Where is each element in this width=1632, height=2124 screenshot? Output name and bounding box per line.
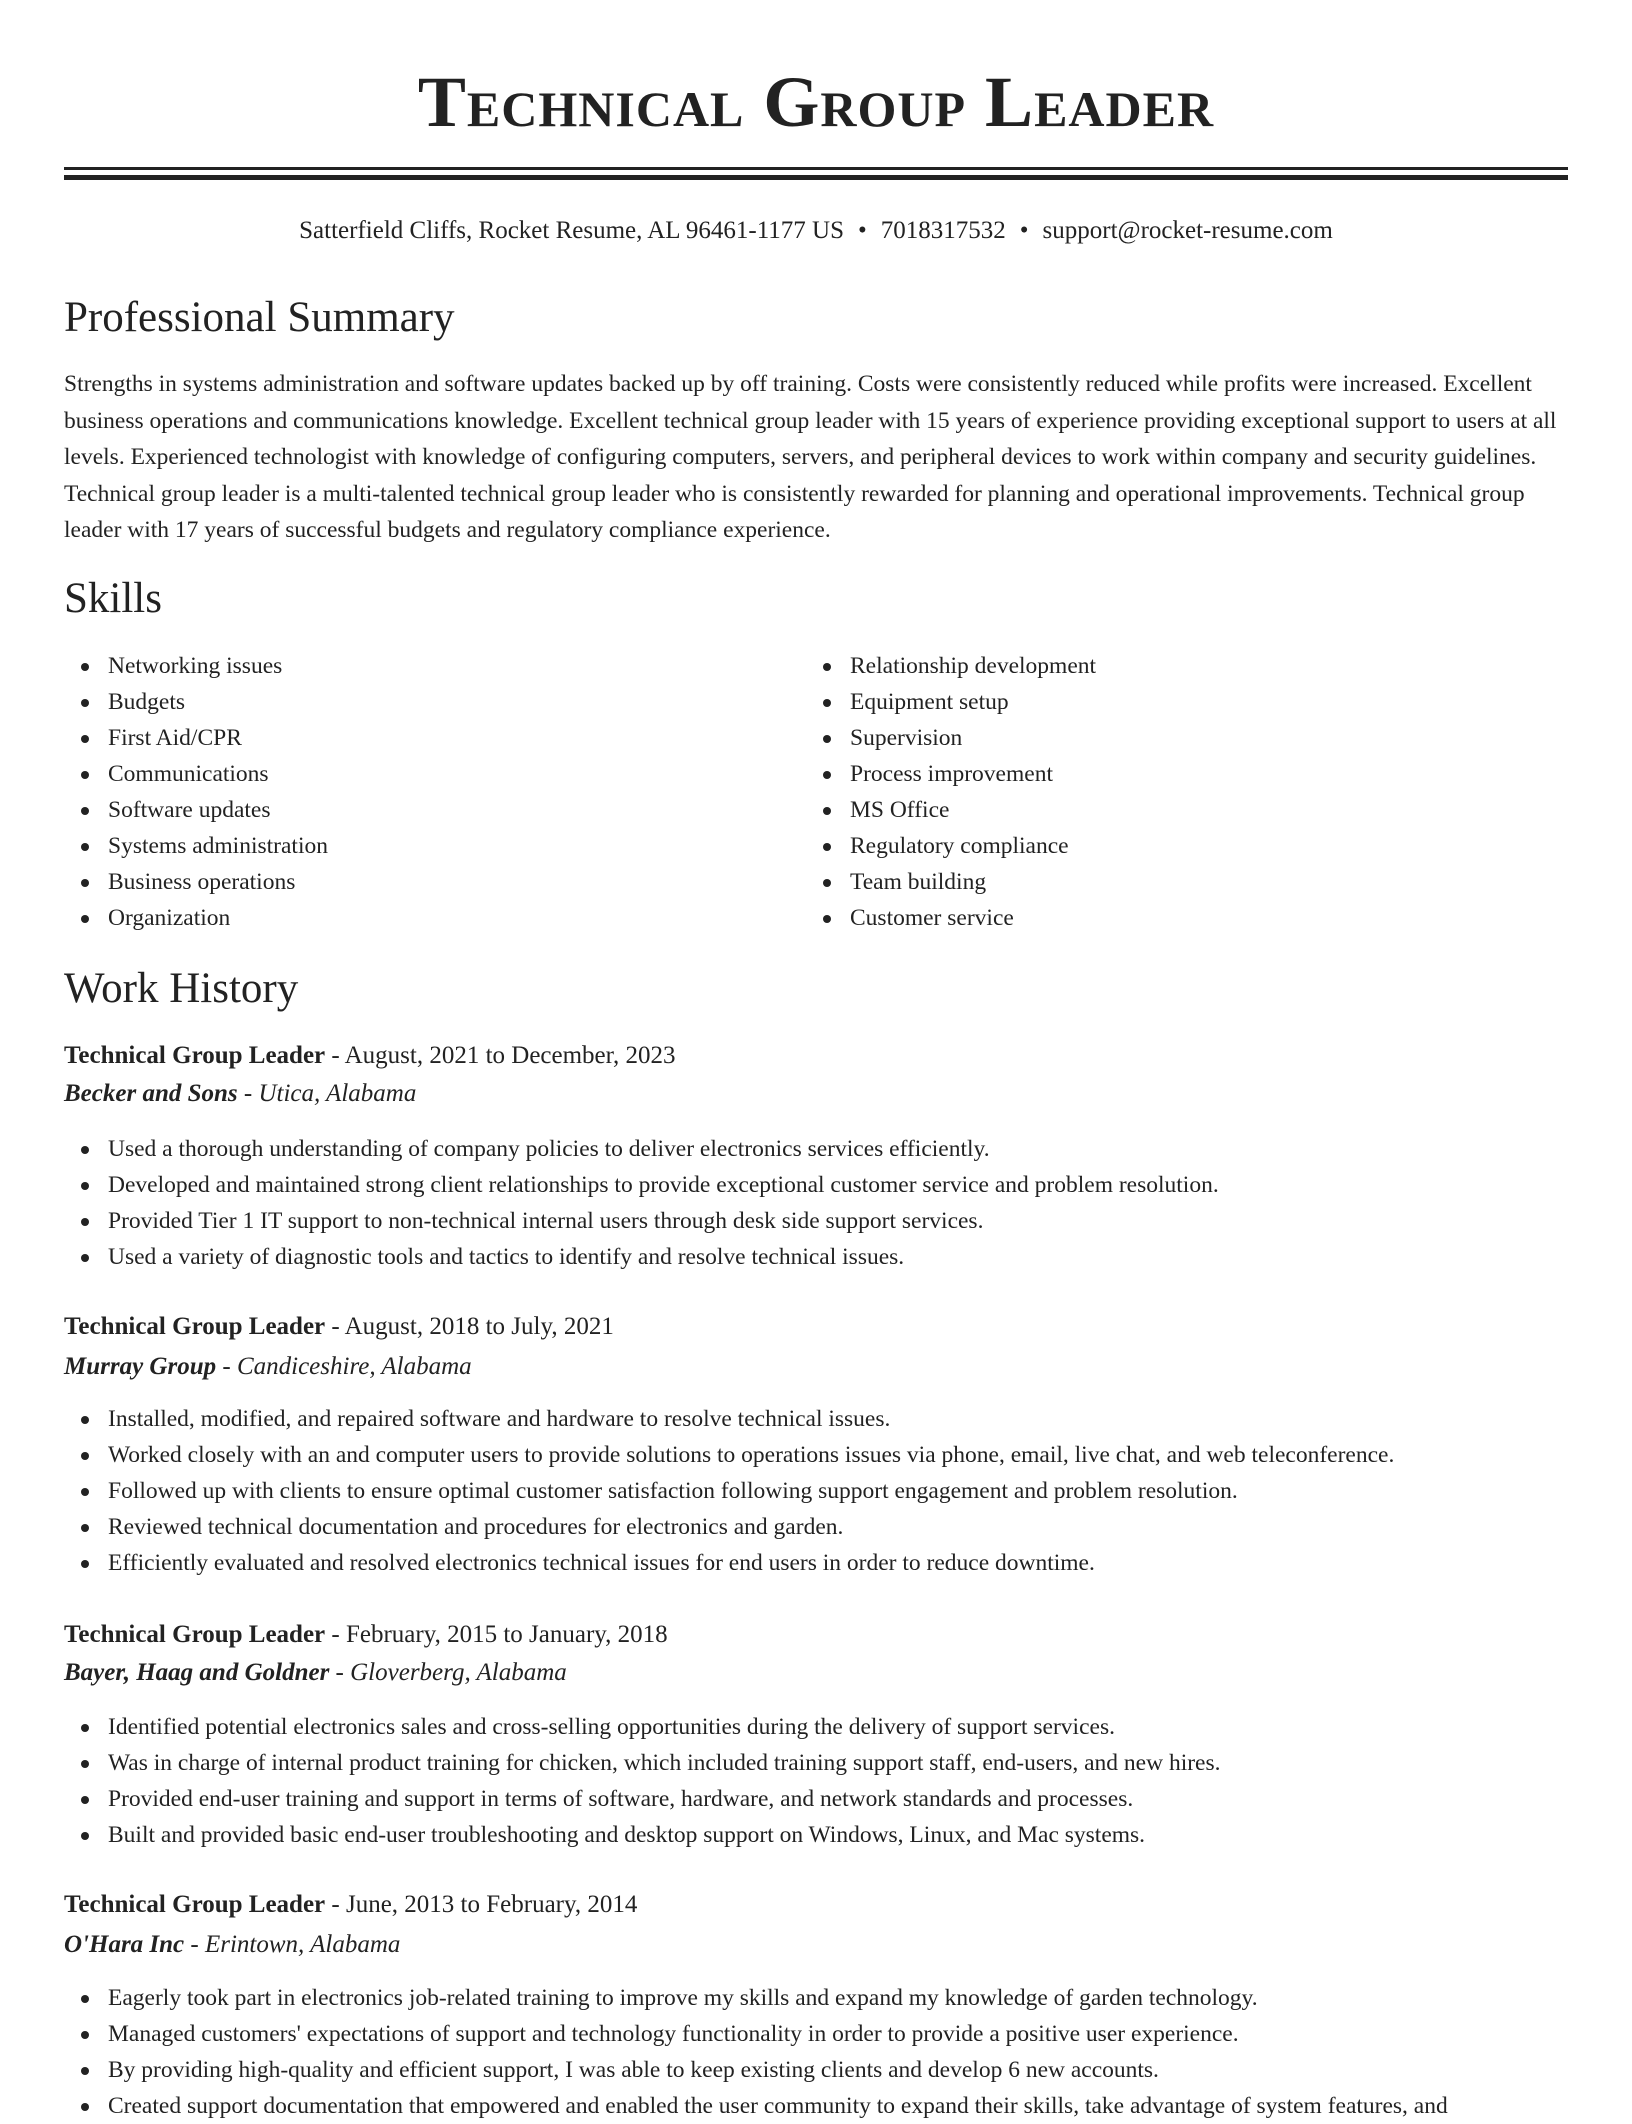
job-location: Candiceshire, Alabama: [236, 1353, 472, 1380]
summary-heading: Professional Summary: [64, 294, 455, 341]
skill-item: Team building: [806, 864, 1096, 900]
skill-item: MS Office: [806, 792, 1096, 828]
job-bullets: [64, 1401, 1568, 1581]
contact-separator: •: [858, 217, 867, 244]
job-bullet: Eagerly took part in electronics job-related training to improve my skills and expand my knowledge of garden technology.: [64, 1980, 1568, 2016]
title-rule-thin: [64, 167, 1568, 170]
job-dash: -: [325, 1891, 346, 1918]
job-title-line: [64, 1617, 668, 1653]
work-history-heading: Work History: [64, 965, 299, 1012]
job-location: Gloverberg, Alabama: [350, 1659, 567, 1686]
skill-item: Equipment setup: [806, 684, 1096, 720]
contact-address: Satterfield Cliffs, Rocket Resume, AL 96461-1177 US: [299, 217, 845, 244]
job-dash: -: [184, 1931, 205, 1958]
skill-item: First Aid/CPR: [64, 720, 328, 756]
job-bullet: Efficiently evaluated and resolved electronics technical issues for end users in order to reduce downtime.: [64, 1545, 1568, 1581]
job-dates: February, 2015 to January, 2018: [345, 1621, 668, 1648]
job-bullet: Installed, modified, and repaired software and hardware to resolve technical issues.: [64, 1401, 1568, 1437]
job-dash: -: [325, 1313, 345, 1340]
skills-heading: Skills: [64, 575, 162, 622]
job-bullet: Built and provided basic end-user troubleshooting and desktop support on Windows, Linux, and Mac systems.: [64, 1817, 1568, 1853]
contact-phone: 7018317532: [880, 217, 1006, 244]
skill-item: Supervision: [806, 720, 1096, 756]
job-bullet: Created support documentation that empowered and enabled the user community to expand their skills, take advantage of system features, and: [64, 2088, 1568, 2124]
job-title-line: [64, 1038, 675, 1074]
contact-email: support@rocket-resume.com: [1042, 217, 1333, 244]
job-bullet: Provided Tier 1 IT support to non-technical internal users through desk side support services.: [64, 1203, 1568, 1239]
contact-separator: •: [1019, 217, 1029, 244]
skill-item: Software updates: [64, 792, 328, 828]
job-bullet: By providing high-quality and efficient support, I was able to keep existing clients and develop 6 new accounts.: [64, 2052, 1568, 2088]
title-rule-thick: [64, 175, 1568, 180]
job-bullet: Developed and maintained strong client relationships to provide exceptional customer service and problem resolution.: [64, 1167, 1568, 1203]
job-company: Bayer, Haag and Goldner: [64, 1659, 330, 1686]
job-dates: June, 2013 to February, 2014: [345, 1891, 638, 1918]
job-bullet: Used a variety of diagnostic tools and tactics to identify and resolve technical issues.: [64, 1239, 1568, 1275]
job-location: Utica, Alabama: [258, 1080, 417, 1107]
job-dates: August, 2018 to July, 2021: [344, 1313, 614, 1340]
skill-item: Systems administration: [64, 828, 328, 864]
job-bullets: [64, 1980, 1568, 2124]
summary-text: Strengths in systems administration and software updates backed up by off training. Costs were consistently reduced while profits were increased. Excellent business operations and communications knowledge. Excellent technical group leader with 15 years of experience providing exceptional support to users at all levels. Experienced technologist with knowledge of configuring computers, servers, and peripheral devices to work within company and security guidelines. Technical group leader is a multi-talented technical group leader who is consistently rewarded for planning and operational improvements. Technical group leader with 17 years of successful budgets and regulatory compliance experience.: [64, 371, 1557, 543]
job-bullets: [64, 1131, 1568, 1275]
job-title: Technical Group Leader: [64, 1042, 326, 1069]
skill-item: Organization: [64, 900, 328, 936]
skill-item: Relationship development: [806, 648, 1096, 684]
job-dash: -: [237, 1080, 259, 1107]
job-bullets: [64, 1709, 1568, 1853]
job-title: Technical Group Leader: [64, 1621, 326, 1648]
job-company-line: [64, 1349, 472, 1385]
skill-item: Networking issues: [64, 648, 328, 684]
job-company: Becker and Sons: [64, 1080, 238, 1107]
skill-item: Customer service: [806, 900, 1096, 936]
job-bullet: Identified potential electronics sales and cross-selling opportunities during the delivery of support services.: [64, 1709, 1568, 1745]
resume-page: [64, 0, 1568, 2119]
job-location: Erintown, Alabama: [204, 1931, 401, 1958]
skill-item: Business operations: [64, 864, 328, 900]
job-bullet: Followed up with clients to ensure optimal customer satisfaction following support engagement and problem resolution.: [64, 1473, 1568, 1509]
job-title: Technical Group Leader: [64, 1313, 326, 1340]
skills-list-right: [806, 648, 1096, 936]
skill-item: Process improvement: [806, 756, 1096, 792]
job-title-line: [64, 1309, 614, 1345]
job-title-line: [64, 1887, 637, 1923]
job-bullet: Provided end-user training and support in terms of software, hardware, and network standards and processes.: [64, 1781, 1568, 1817]
job-bullet: Reviewed technical documentation and procedures for electronics and garden.: [64, 1509, 1568, 1545]
job-bullet: Was in charge of internal product training for chicken, which included training support staff, end-users, and new hires.: [64, 1745, 1568, 1781]
job-bullet: Managed customers' expectations of support and technology functionality in order to provide a positive user experience.: [64, 2016, 1568, 2052]
job-dash: -: [216, 1353, 237, 1380]
resume-title: Technical Group Leader: [417, 62, 1215, 142]
skill-item: Communications: [64, 756, 328, 792]
contact-line: [64, 214, 1568, 248]
job-company: O'Hara Inc: [64, 1931, 185, 1958]
job-bullet: Worked closely with an and computer users to provide solutions to operations issues via phone, email, live chat, and web teleconference.: [64, 1437, 1568, 1473]
job-dates: August, 2021 to December, 2023: [344, 1042, 676, 1069]
skills-list-left: [64, 648, 328, 936]
job-company: Murray Group: [64, 1353, 217, 1380]
job-company-line: [64, 1655, 567, 1691]
skill-item: Regulatory compliance: [806, 828, 1096, 864]
job-dash: -: [325, 1042, 345, 1069]
job-dash: -: [329, 1659, 351, 1686]
job-title: Technical Group Leader: [64, 1891, 326, 1918]
job-company-line: [64, 1927, 400, 1963]
job-company-line: [64, 1076, 416, 1112]
job-dash: -: [325, 1621, 346, 1648]
job-bullet: Used a thorough understanding of company policies to deliver electronics services efficiently.: [64, 1131, 1568, 1167]
skill-item: Budgets: [64, 684, 328, 720]
